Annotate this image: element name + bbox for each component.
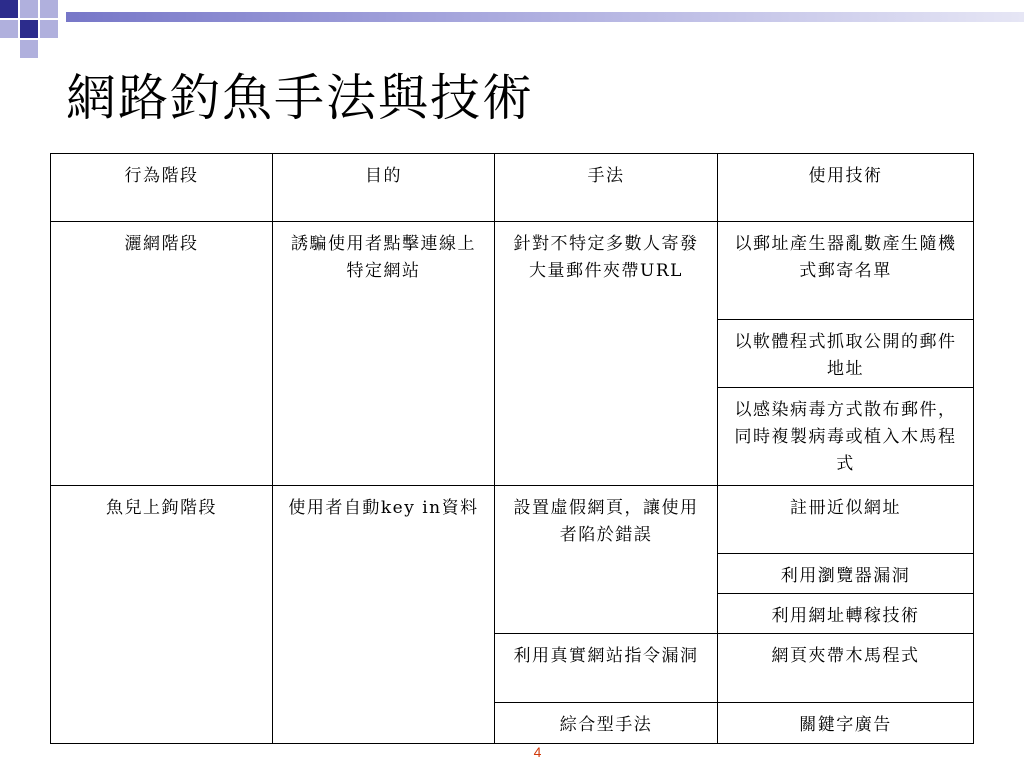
decor-square-navy-2 (20, 20, 38, 38)
slide-title: 網路釣魚手法與技術 (66, 69, 534, 127)
technique-cell: 利用網址轉稼技術 (718, 594, 974, 634)
table-row (51, 222, 974, 320)
stage-cell: 魚兒上鉤階段 (51, 486, 273, 744)
method-cell: 利用真實網站指令漏洞 (495, 634, 718, 703)
decor-square-light-4 (40, 20, 58, 38)
decor-square-light-5 (20, 40, 38, 58)
technique-cell: 關鍵字廣告 (718, 703, 974, 744)
technique-cell: 以感染病毒方式散布郵件，同時複製病毒或植入木馬程式 (718, 388, 974, 486)
method-cell: 針對不特定多數人寄發大量郵件夾帶URL (495, 222, 718, 486)
decor-square-light-2 (40, 0, 58, 18)
technique-cell: 以軟體程式抓取公開的郵件地址 (718, 320, 974, 388)
header-method: 手法 (495, 154, 718, 222)
decor-square-light-3 (0, 20, 18, 38)
purpose-cell: 使用者自動key in資料 (273, 486, 495, 744)
technique-cell: 網頁夾帶木馬程式 (718, 634, 974, 703)
decor-square-light-1 (20, 0, 38, 18)
header-stage: 行為階段 (51, 154, 273, 222)
header-purpose: 目的 (273, 154, 495, 222)
technique-cell: 以郵址產生器亂數產生隨機式郵寄名單 (718, 222, 974, 320)
table-header-row (51, 154, 974, 222)
page-number: 4 (533, 744, 542, 760)
phishing-techniques-table (50, 153, 974, 744)
technique-cell: 註冊近似網址 (718, 486, 974, 554)
header-gradient-band (66, 12, 1024, 22)
purpose-cell: 誘騙使用者點擊連線上特定網站 (273, 222, 495, 486)
decor-square-navy-1 (0, 0, 18, 18)
method-cell: 綜合型手法 (495, 703, 718, 744)
header-technique: 使用技術 (718, 154, 974, 222)
method-cell: 設置虛假網頁，讓使用者陷於錯誤 (495, 486, 718, 634)
table-row (51, 486, 974, 554)
stage-cell: 灑網階段 (51, 222, 273, 486)
technique-cell: 利用瀏覽器漏洞 (718, 554, 974, 594)
